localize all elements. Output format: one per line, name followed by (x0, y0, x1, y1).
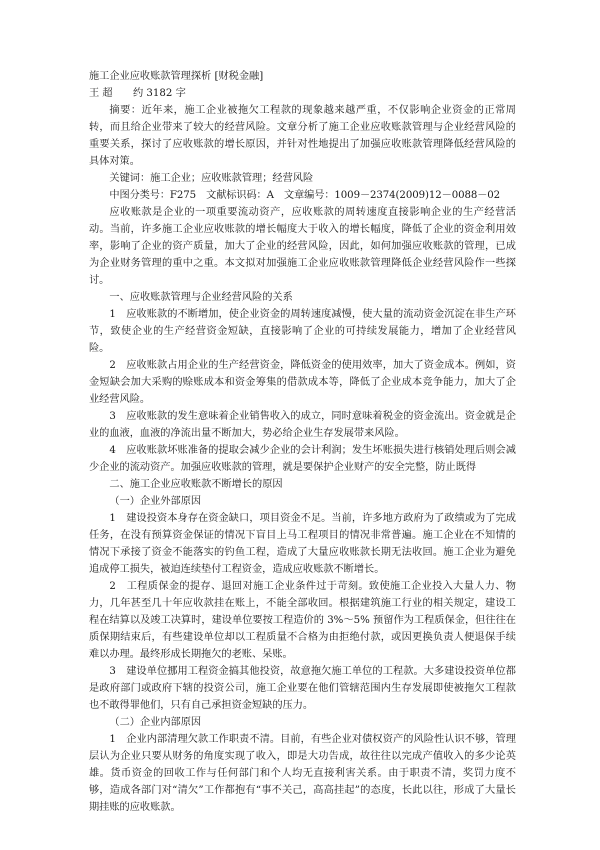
section-1-item-2: 2 应收账款占用企业的生产经营资金，降低资金的使用效率，加大了资金成本。例如，资金短缺会加大采购的赊账成本和资金筹集的借款成本等，降低了企业成本竞争能力，加大了企业经营风险。 (89, 360, 516, 405)
section-1-item-3: 3 应收账款的发生意味着企业销售收入的成立，同时意味着税金的资金流出。资金就是企业的血液，血液的净流出量不断加大，势必给企业生存发展带来风险。 (89, 411, 516, 439)
abstract: 摘要：近年来，施工企业被拖欠工程款的现象越来越严重，不仅影响企业资金的正常周转，而且给企业带来了较大的经营风险。文章分析了施工企业应收账款管理与企业经营风险的重要关系，探讨了应收账款的增长原因，并针对性地提出了加强应收账款管理降低经营风险的具体对策。 (89, 105, 516, 167)
section-2-heading: 二、施工企业应收账款不断增长的原因 (109, 479, 283, 490)
internal-cause-1: 1 企业内部清理欠款工作职责不清。目前，有些企业对债权资产的风险性认识不够，管理层认为企业只要从财务的角度实现了收入，即是大功告成，故往往以完成产值收入的多少论英雄。货币资金的回收工作与任何部门和个人均无直接利害关系。由于职责不清，奖罚力度不够，造成各部门对“清欠”工作都抱有“事不关己，高高挂起”的态度，长此以往，形成了大量长期挂账的应收账款。 (89, 734, 516, 813)
external-cause-1: 1 建设投资本身存在资金缺口，项目资金不足。当前，许多地方政府为了政绩或为了完成任务，在没有预算资金保证的情况下盲目上马工程项目的情况非常普遍。施工企业在不知情的情况下承接了资金不能落实的钓鱼工程，造成了大量应收账款长期无法收回。施工企业为避免追成停工损失，被迫连续垫付工程资金，造成应收账款不断增长。 (89, 513, 516, 575)
external-cause-3: 3 建设单位挪用工程资金搞其他投资，故意拖欠施工单位的工程款。大多建设投资单位都是政府部门或政府下辖的投资公司，施工企业要在他们管辖范围内生存发展即使被拖欠工程款也不敢得罪他们，只有自己承担资金短缺的压力。 (89, 666, 516, 711)
author-line: 王 超 约 3182 字 (89, 88, 186, 99)
intro-paragraph: 应收账款是企业的一项重要流动资产，应收账款的周转速度直接影响企业的生产经营活动。当前，许多施工企业应收账款的增长幅度大于收入的增长幅度，降低了企业的资金利用效率，影响了企业的资产质量，加大了企业的经营风险，因此，如何加强应收账款的管理，已成为企业财务管理的重中之重。本文拟对加强施工企业应收账款管理降低企业经营风险作一些探讨。 (89, 207, 516, 286)
classification: 中图分类号：F275 文献标识码：A 文章编号：1009－2374(2009)12－0088－02 (109, 190, 501, 201)
keywords: 关键词：施工企业；应收账款管理；经营风险 (109, 173, 314, 184)
section-1-heading: 一、应收账款管理与企业经营风险的关系 (109, 292, 293, 303)
article-title: 施工企业应收账款管理探析 [财税金融] (89, 71, 264, 82)
article (89, 68, 516, 816)
section-1-item-1: 1 应收账款的不断增加，使企业资金的周转速度减慢，使大量的流动资金沉淀在非生产环节，致使企业的生产经营资金短缺，直接影响了企业的可持续发展能力，增加了企业经营风险。 (89, 309, 516, 354)
internal-causes-heading: （二）企业内部原因 (109, 717, 202, 728)
section-1-item-4: 4 应收账款坏账准备的提取会减少企业的会计利润；发生坏账损失进行核销处理后则会减少企业的流动资产。加强应收账款的管理，就是要保护企业财产的安全完整，防止既得 (89, 445, 516, 473)
external-causes-heading: （一）企业外部原因 (109, 496, 202, 507)
external-cause-2: 2 工程质保金的提存、退回对施工企业条件过于苛刻。致使施工企业投入大量人力、物力，几年甚至几十年应收款挂在账上，不能全部收回。根据建筑施工行业的相关规定，建设工程在结算以及竣工决算时，建设单位要按工程造价的 3%～5% 预留作为工程质保金，但往往在质保期结束后，有些建设单位却以工程质量不合格为由拒绝付款，或因更换负责人便退保手续难以办理。最终形成长期拖欠的老账、呆账。 (89, 581, 516, 660)
